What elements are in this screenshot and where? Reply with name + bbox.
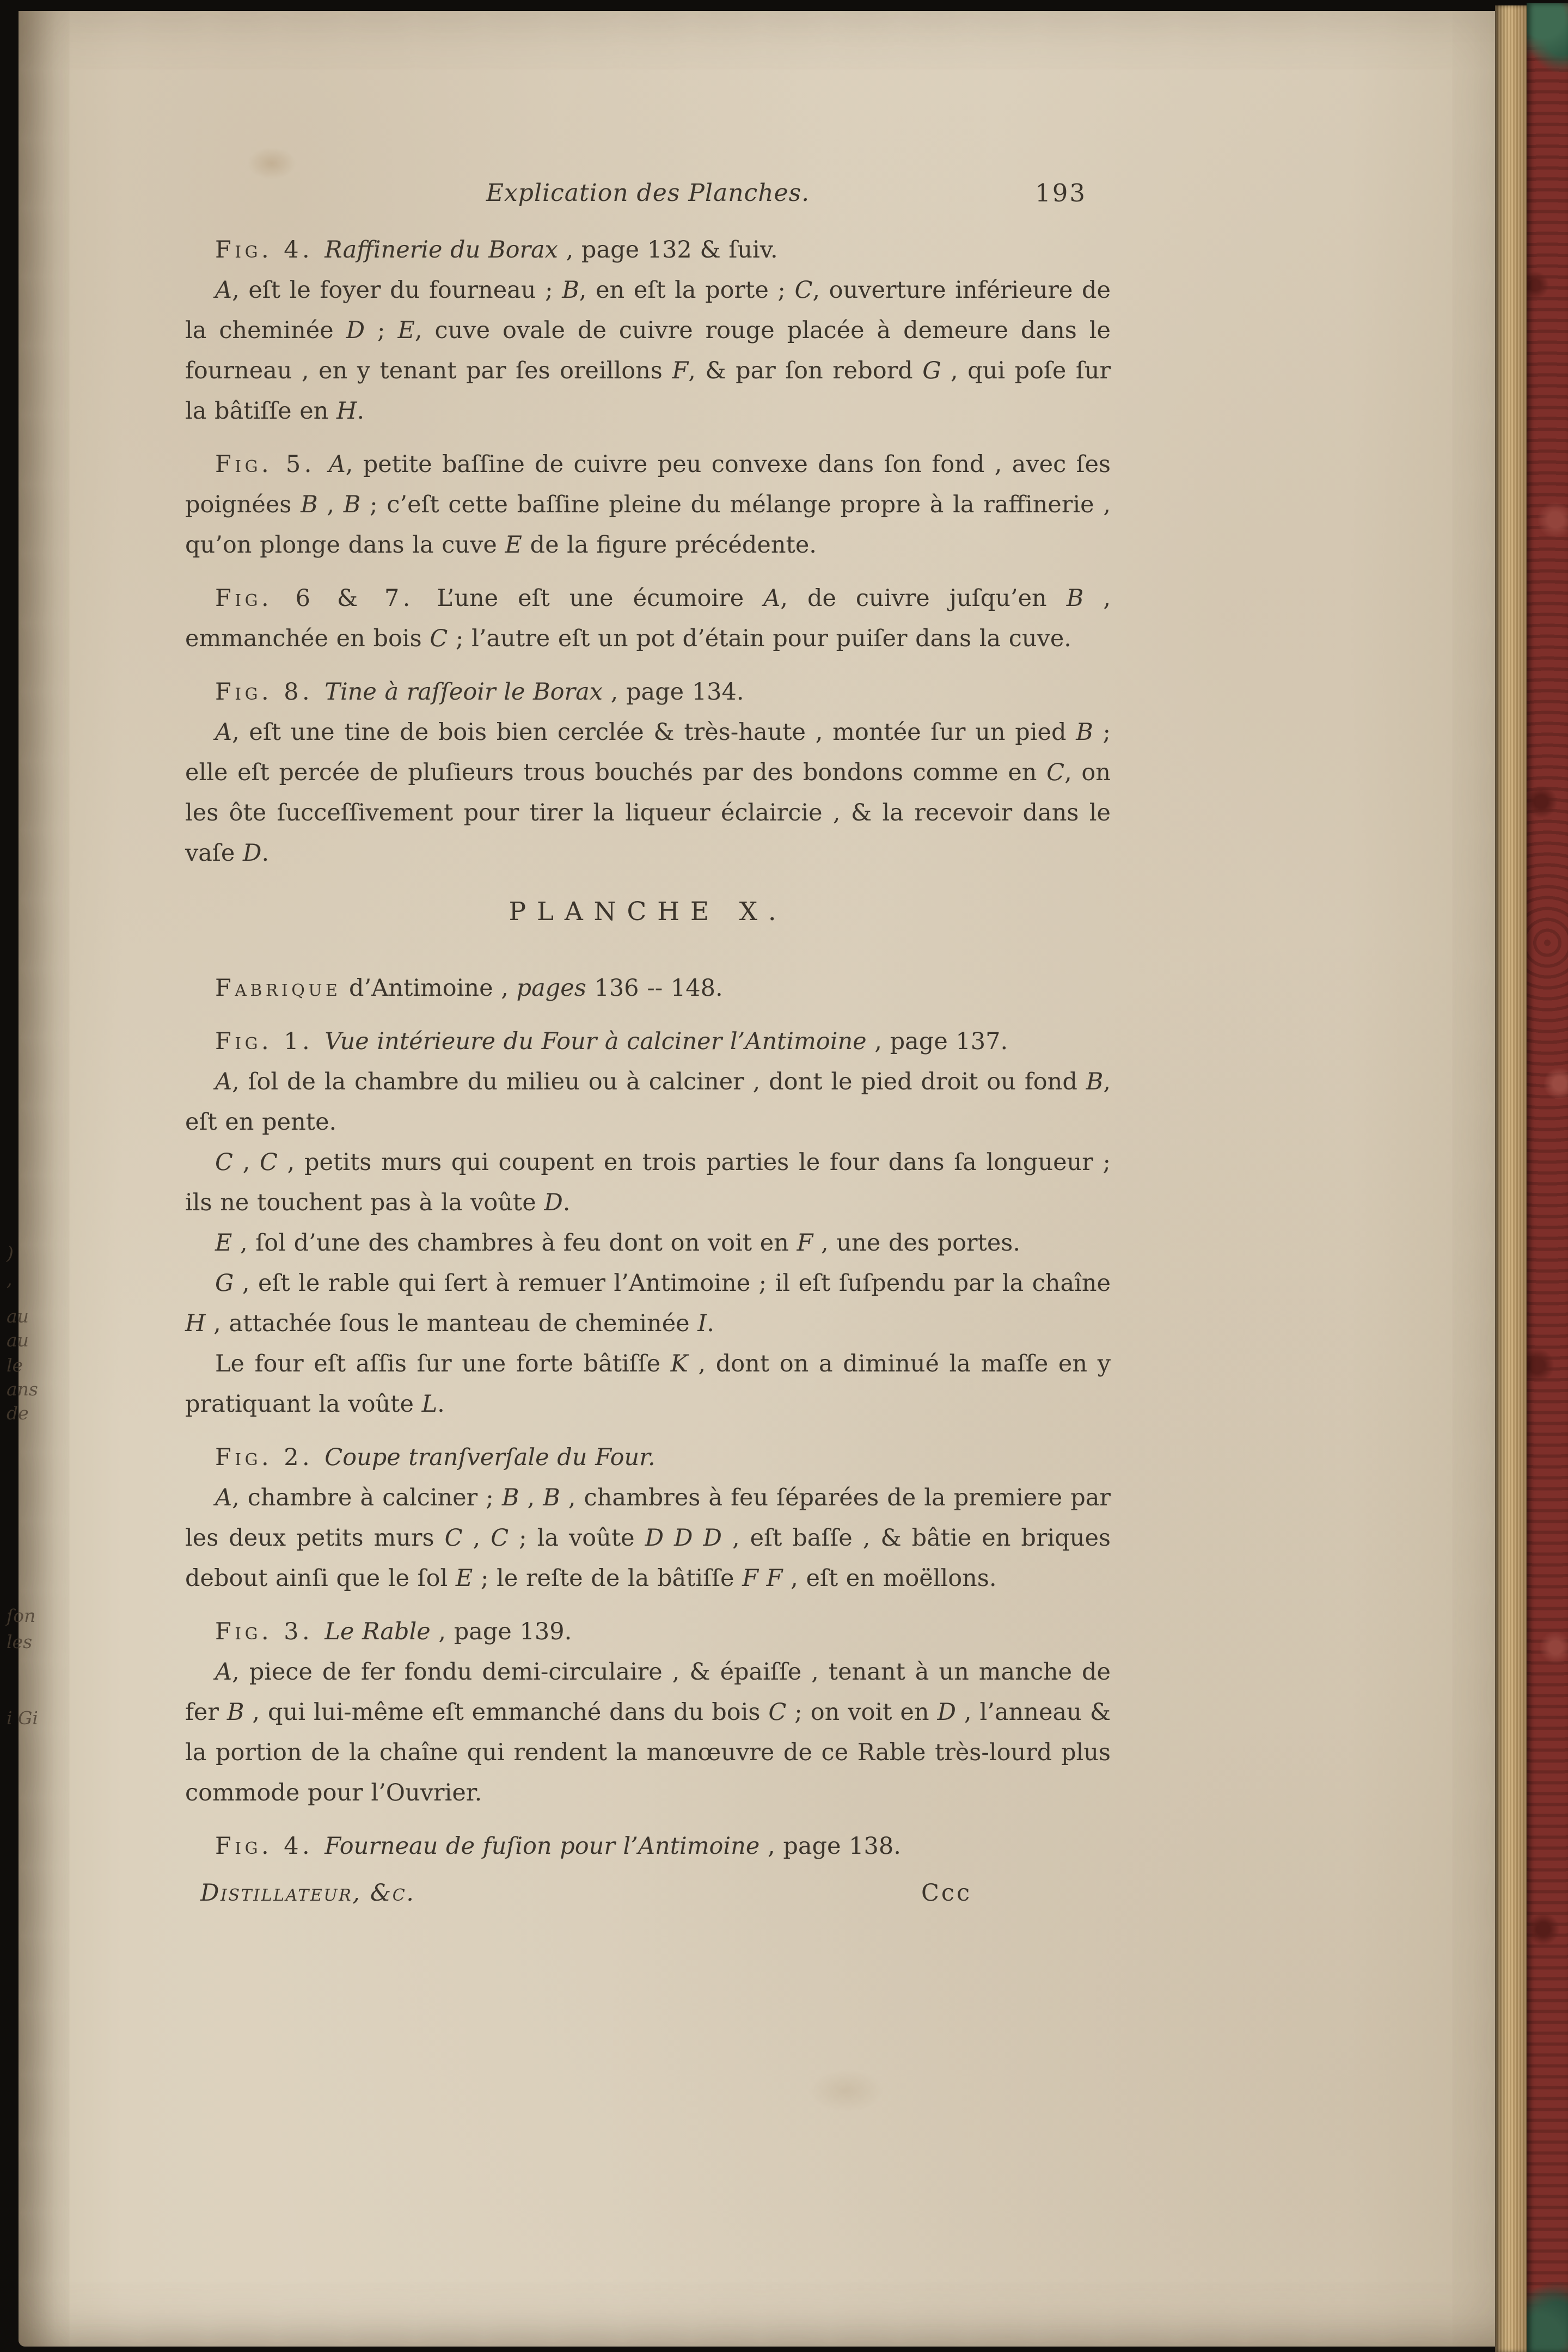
catchword-title: Distillateur, &c. [200,1879,415,1907]
page-header [185,173,1111,217]
gutter-fragment: au [7,1306,29,1327]
paragraph-fig: Fig. 2. Coupe tranſverſale du Four. [215,1444,656,1471]
gutter-fragment: ans [7,1379,38,1400]
paragraph-body: A, eſt une tine de bois bien cerclée & très-haute , montée ſur un pied B ; elle eſt percée de pluſieurs trous bouchés par des bondons comme en C, on les ôte ſucceſſivement pour tirer la liqueur éclaircie , & la recevoir dans le vaſe D. [185,719,1111,867]
gutter-fragment: , [7,1269,13,1290]
gutter-fragment: i Gi [7,1707,38,1729]
paragraph-body: C , C , petits murs qui coupent en trois parties le four dans ſa longueur ; ils ne touchent pas à la voûte D. [185,1149,1111,1216]
page-stack-edge [1495,5,1527,2352]
page-number: 193 [1035,179,1087,207]
gutter-fragment: ) [7,1242,14,1264]
text-block [185,230,1111,1866]
gutter-fragment: au [7,1330,29,1351]
paragraph-body: A, chambre à calciner ; B , B , chambres à feu ſéparées de la premiere par les deux petits murs C , C ; la voûte D D D , eſt baſſe , & bâtie en briques debout ainſi que le ſol E ; le reſte de la bâtiſſe F F , eſt en moëllons. [185,1484,1111,1592]
paragraph-body: A, eſt le foyer du fourneau ; B, en eſt la porte ; C, ouverture inférieure de la cheminée D ; E, cuve ovale de cuivre rouge placée à demeure dans le fourneau , en y tenant par ſes oreillons F, & par ſon rebord G , qui poſe ſur la bâtiſſe en H. [185,277,1111,425]
paragraph-fig: Fig. 4. Fourneau de fuſion pour l’Antimoine , page 138. [215,1833,901,1860]
gutter-fragment: le [7,1355,23,1376]
paragraph-fig: Fig. 3. Le Rable , page 139. [215,1618,572,1645]
paragraph-fig: Fig. 1. Vue intérieure du Four à calciner l’Antimoine , page 137. [215,1028,1008,1055]
paragraph-fig: Fig. 5. A, petite baſſine de cuivre peu convexe dans ſon fond , avec ſes poignées B , B ; c’eſt cette baſſine pleine du mélange propre à la raffinerie , qu’on plonge dans la cuve E de la figure précédente. [185,451,1111,559]
paragraph-body: A, piece de fer fondu demi-circulaire , & épaiſſe , tenant à un manche de fer B , qui lui-même eſt emmanché dans du bois C ; on voit en D , l’anneau & la portion de la chaîne qui rendent la manœuvre de ce Rable très-lourd plus commode pour l’Ouvrier. [185,1658,1111,1806]
paragraph-body: E , ſol d’une des chambres à feu dont on voit en F , une des portes. [215,1229,1021,1257]
gathering-mark: Ccc [921,1879,972,1907]
paragraph-fabrique: Fabrique d’Antimoine , pages 136 -- 148. [215,975,723,1002]
paragraph-body: A, ſol de la chambre du milieu ou à calciner , dont le pied droit ou fond B, eſt en pente. [185,1068,1111,1136]
paragraph-fig: Fig. 6 & 7. L’une eſt une écumoire A, de cuivre juſqu’en B , emmanchée en bois C ; l’autre eſt un pot d’étain pour puiſer dans la cuve. [185,585,1111,652]
paragraph-planche: PLANCHE X. [509,897,787,927]
gutter-fragment: de [7,1402,29,1424]
text-column [185,173,1111,1913]
gutter-fragment: les [7,1631,33,1652]
fore-edge-marble [1527,3,1568,2352]
running-title: Explication des Planches. [486,179,810,207]
signature-line [185,1873,1111,1913]
paragraph-fig: Fig. 8. Tine à raſſeoir le Borax , page 134. [215,678,744,706]
paper-stain [808,2069,884,2112]
paragraph-body: G , eſt le rable qui ſert à remuer l’Antimoine ; il eſt ſuſpendu par la chaîne H , attachée ſous le manteau de cheminée I. [185,1270,1111,1337]
gutter-fragment: ſon [7,1605,36,1626]
paragraph-fig: Fig. 4. Raffinerie du Borax , page 132 & ſuiv. [215,236,778,264]
paragraph-body: Le four eſt aſſis ſur une forte bâtiſſe K , dont on a diminué la maſſe en y pratiquant la voûte L. [185,1350,1111,1418]
